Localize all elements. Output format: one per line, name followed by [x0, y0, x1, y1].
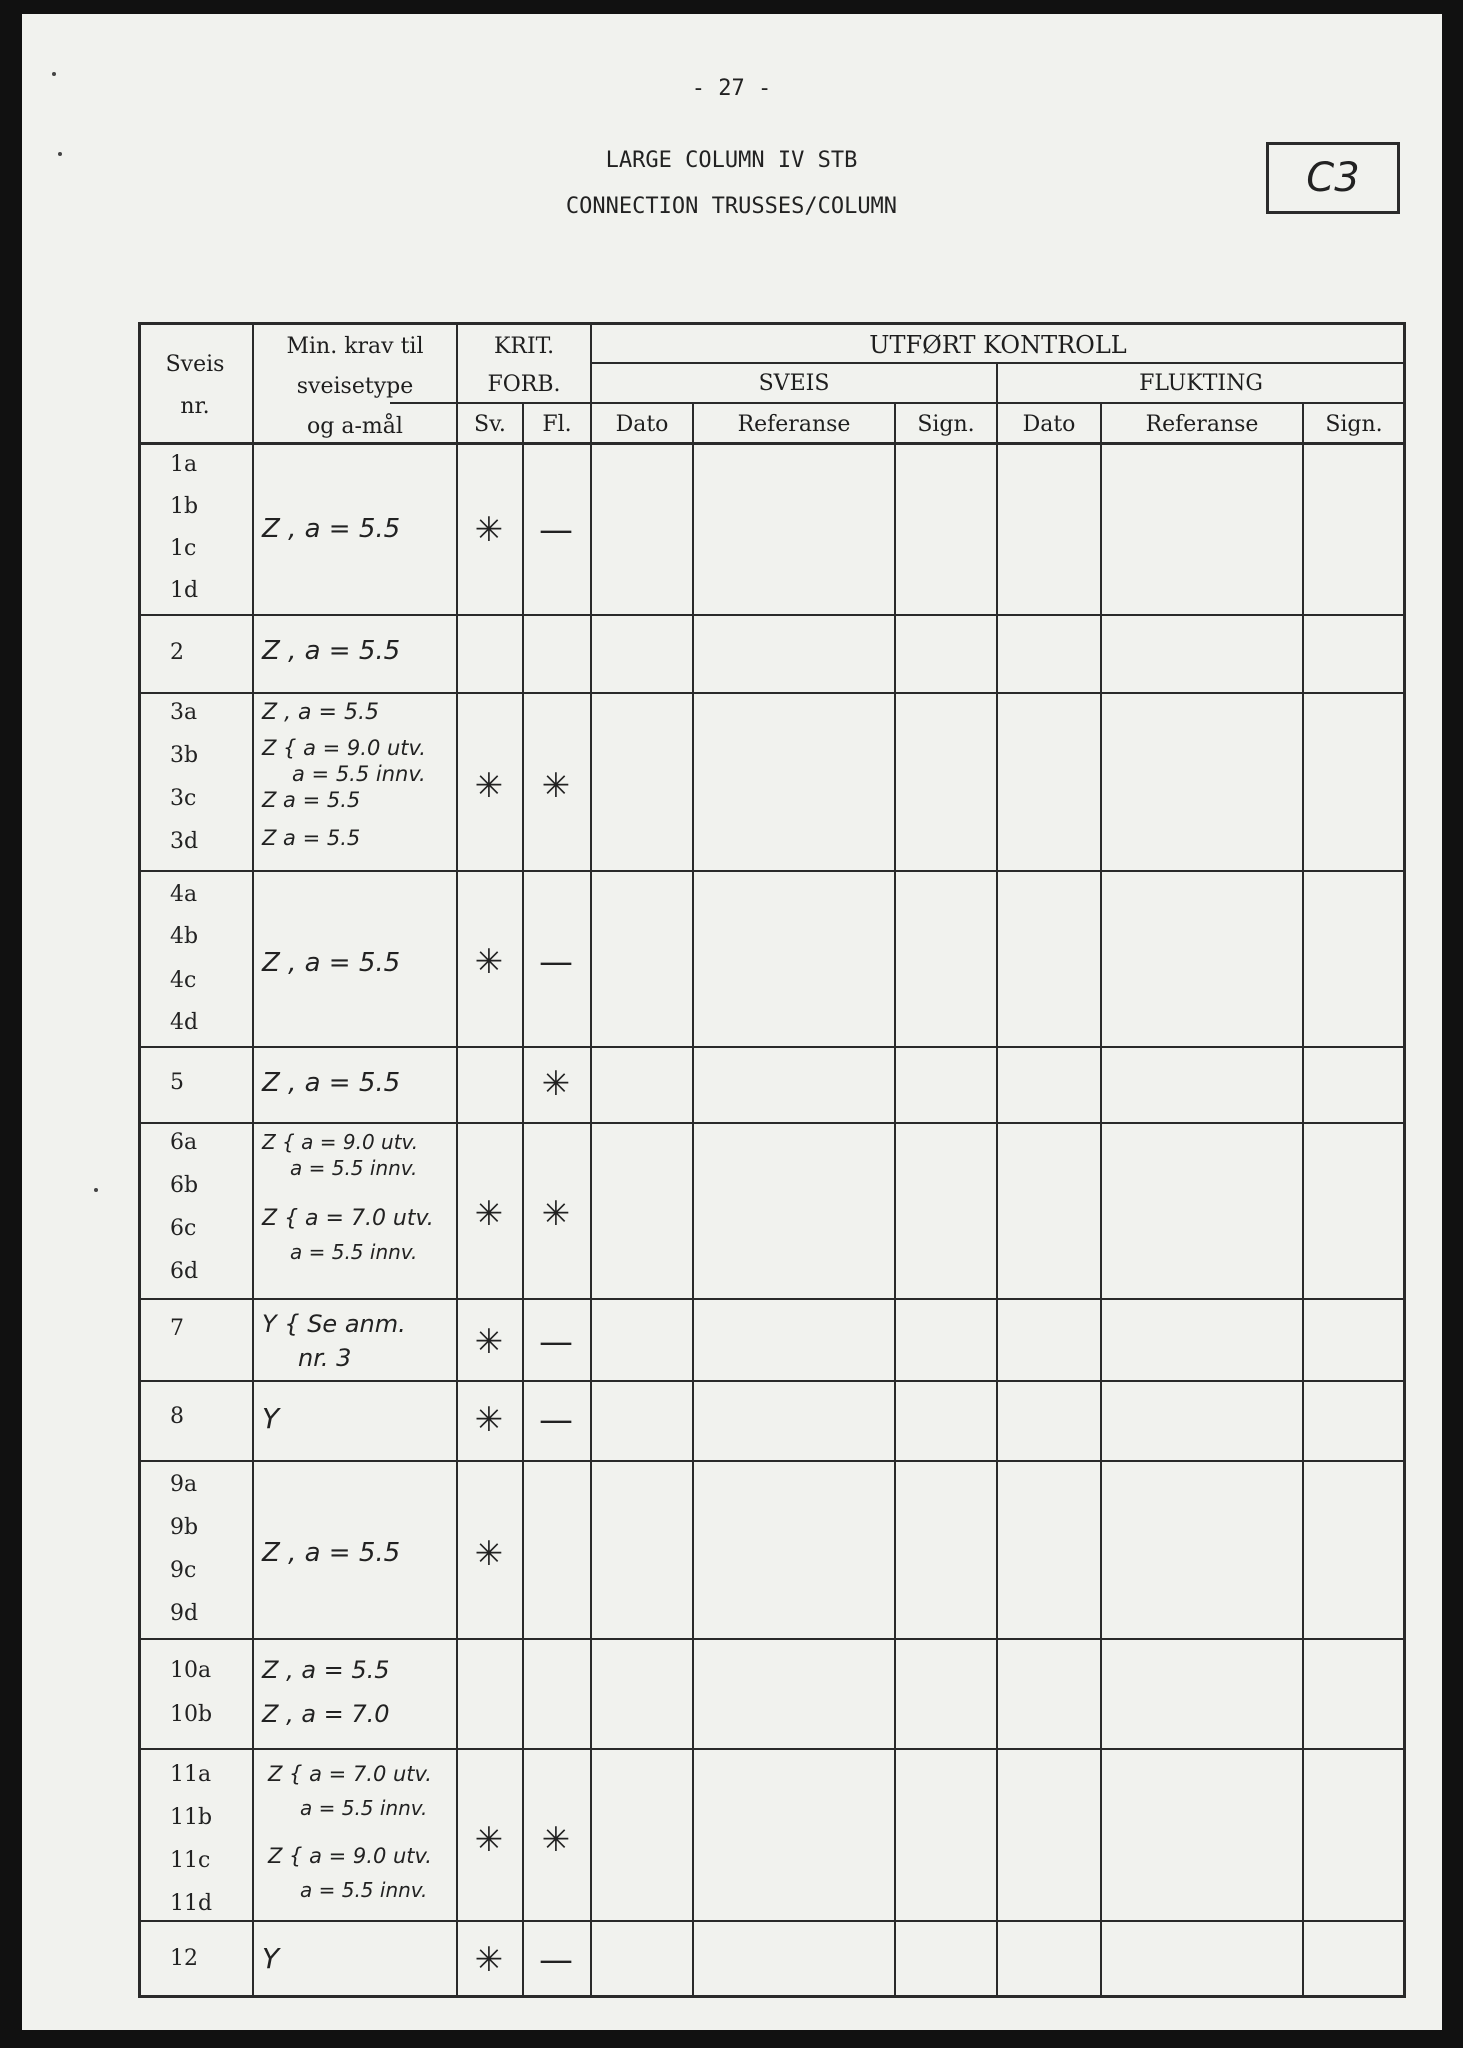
weld-requirement: a = 5.5 innv. [290, 1240, 418, 1264]
weld-id: 6d [170, 1259, 199, 1284]
header-sveisetype-label: sveisetype [296, 374, 414, 399]
critical-fit-mark: ✳ [541, 1820, 571, 1860]
header-forb-label: FORB. [487, 372, 561, 397]
row-separator [138, 1380, 1406, 1382]
weld-requirement: Z , a = 5.5 [262, 948, 401, 978]
weld-id: 4a [170, 882, 198, 907]
weld-requirement: a = 5.5 innv. [292, 762, 426, 786]
weld-requirement: Z { a = 9.0 utv. [262, 736, 426, 760]
weld-id: 9c [170, 1558, 197, 1583]
weld-id: 9a [170, 1472, 198, 1497]
header-a-maal-label: og a-mål [307, 414, 403, 439]
critical-weld-mark: ✳ [474, 1534, 504, 1574]
weld-id: 9b [170, 1515, 199, 1540]
row-separator [138, 1122, 1406, 1124]
column-line [894, 402, 896, 1998]
weld-id: 3a [170, 700, 198, 725]
weld-id: 10b [170, 1702, 213, 1727]
weld-requirement: Z { a = 7.0 utv. [268, 1762, 432, 1786]
table-border-left [138, 322, 141, 1998]
weld-id: 4c [170, 968, 197, 993]
weld-requirement: a = 5.5 innv. [300, 1796, 428, 1820]
column-line [692, 402, 694, 1998]
weld-id: 2 [170, 640, 184, 665]
weld-requirement: Z { a = 9.0 utv. [268, 1844, 432, 1868]
critical-fit-mark: ✳ [541, 766, 571, 806]
weld-requirement: Z a = 5.5 [262, 788, 361, 812]
weld-id: 3b [170, 743, 199, 768]
weld-requirement: Z , a = 5.5 [262, 636, 401, 666]
weld-requirement: Y [262, 1402, 280, 1435]
critical-fit-mark: — [539, 1400, 573, 1440]
critical-fit-mark: — [539, 942, 573, 982]
weld-requirement: Y { Se anm. [262, 1310, 406, 1338]
row-separator [138, 614, 1406, 616]
critical-weld-mark: ✳ [474, 1400, 504, 1440]
row-separator [138, 870, 1406, 872]
weld-requirement: Z a = 5.5 [262, 826, 361, 850]
critical-weld-mark: ✳ [474, 1940, 504, 1980]
header-sveis-sign: Sign. [917, 412, 975, 437]
header-utfort-kontroll: UTFØRT KONTROLL [869, 331, 1127, 359]
weld-id: 8 [170, 1404, 184, 1429]
weld-requirement: Z , a = 5.5 [262, 1538, 401, 1568]
header-line [590, 362, 1406, 364]
table-border-bottom [138, 1995, 1406, 1998]
critical-fit-mark: ✳ [541, 1064, 571, 1104]
weld-id: 1d [170, 578, 199, 603]
weld-id: 3c [170, 786, 197, 811]
critical-weld-mark: ✳ [474, 942, 504, 982]
header-flukting-sign: Sign. [1325, 412, 1383, 437]
critical-weld-mark: ✳ [474, 766, 504, 806]
weld-id: 11c [170, 1848, 211, 1873]
header-flukting-dato: Dato [1022, 412, 1076, 437]
weld-requirement: Z , a = 5.5 [262, 514, 401, 544]
header-bottom-line [138, 442, 1406, 445]
weld-id: 9d [170, 1601, 199, 1626]
weld-id: 4b [170, 924, 199, 949]
critical-fit-mark: ✳ [541, 1194, 571, 1234]
column-line [590, 322, 592, 1998]
weld-id: 12 [170, 1946, 198, 1971]
weld-requirement: Z , a = 5.5 [262, 1656, 390, 1684]
row-separator [138, 1298, 1406, 1300]
weld-requirement: Z { a = 9.0 utv. [262, 1130, 419, 1154]
table-border-top [138, 322, 1406, 325]
weld-requirement: a = 5.5 innv. [300, 1878, 428, 1902]
weld-requirement: Z , a = 5.5 [262, 700, 379, 725]
header-fl-label: Fl. [542, 412, 572, 437]
column-line [456, 322, 458, 1998]
row-separator [138, 692, 1406, 694]
weld-id: 1c [170, 536, 197, 561]
header-sveis-referanse: Referanse [737, 412, 851, 437]
critical-weld-mark: ✳ [474, 510, 504, 550]
weld-id: 10a [170, 1658, 212, 1683]
weld-requirement: Z { a = 7.0 utv. [262, 1206, 434, 1231]
row-separator [138, 1920, 1406, 1922]
weld-id: 3d [170, 829, 199, 854]
header-sveis-dato: Dato [615, 412, 669, 437]
page-number: - 27 - [691, 76, 772, 101]
header-line [590, 402, 1406, 404]
weld-id: 4d [170, 1010, 199, 1035]
critical-weld-mark: ✳ [474, 1322, 504, 1362]
header-sveis-label: Sveis [165, 352, 225, 377]
weld-id: 7 [170, 1316, 184, 1341]
critical-fit-mark: — [539, 1322, 573, 1362]
critical-weld-mark: ✳ [474, 1820, 504, 1860]
header-sveis-group: SVEIS [758, 371, 830, 396]
row-separator [138, 1748, 1406, 1750]
row-separator [138, 1460, 1406, 1462]
column-line [1302, 402, 1304, 1998]
critical-fit-mark: — [539, 1940, 573, 1980]
row-separator [138, 1046, 1406, 1048]
header-flukting-group: FLUKTING [1139, 371, 1263, 396]
weld-id: 11b [170, 1805, 213, 1830]
header-sv-label: Sv. [474, 412, 506, 437]
drawing-code-box: C3 [1266, 142, 1400, 214]
column-line [996, 362, 998, 1998]
weld-requirement: Z , a = 5.5 [262, 1068, 401, 1098]
weld-requirement: nr. 3 [298, 1344, 352, 1372]
weld-id: 11d [170, 1891, 213, 1916]
weld-id: 6c [170, 1216, 197, 1241]
weld-requirement: Y [262, 1942, 280, 1975]
header-flukting-referanse: Referanse [1145, 412, 1259, 437]
critical-fit-mark: — [539, 510, 573, 550]
weld-id: 5 [170, 1070, 184, 1095]
table-border-right [1403, 322, 1406, 1998]
column-line [252, 322, 254, 1998]
column-line [522, 402, 524, 1998]
column-line [1100, 402, 1102, 1998]
weld-requirement: a = 5.5 innv. [290, 1156, 418, 1180]
document-subtitle: CONNECTION TRUSSES/COLUMN [565, 194, 898, 219]
header-nr-label: nr. [180, 394, 210, 419]
document-title: LARGE COLUMN IV STB [605, 148, 858, 173]
weld-id: 6a [170, 1130, 198, 1155]
weld-id: 6b [170, 1173, 199, 1198]
weld-id: 11a [170, 1762, 212, 1787]
weld-id: 1a [170, 452, 198, 477]
header-min-krav-label: Min. krav til [286, 334, 424, 359]
weld-id: 1b [170, 494, 199, 519]
header-krit-label: KRIT. [493, 334, 555, 359]
weld-requirement: Z , a = 7.0 [262, 1700, 390, 1728]
row-separator [138, 1638, 1406, 1640]
weld-inspection-table [138, 322, 1406, 1998]
critical-weld-mark: ✳ [474, 1194, 504, 1234]
header-line [390, 402, 592, 404]
scan-speck [94, 1188, 98, 1192]
